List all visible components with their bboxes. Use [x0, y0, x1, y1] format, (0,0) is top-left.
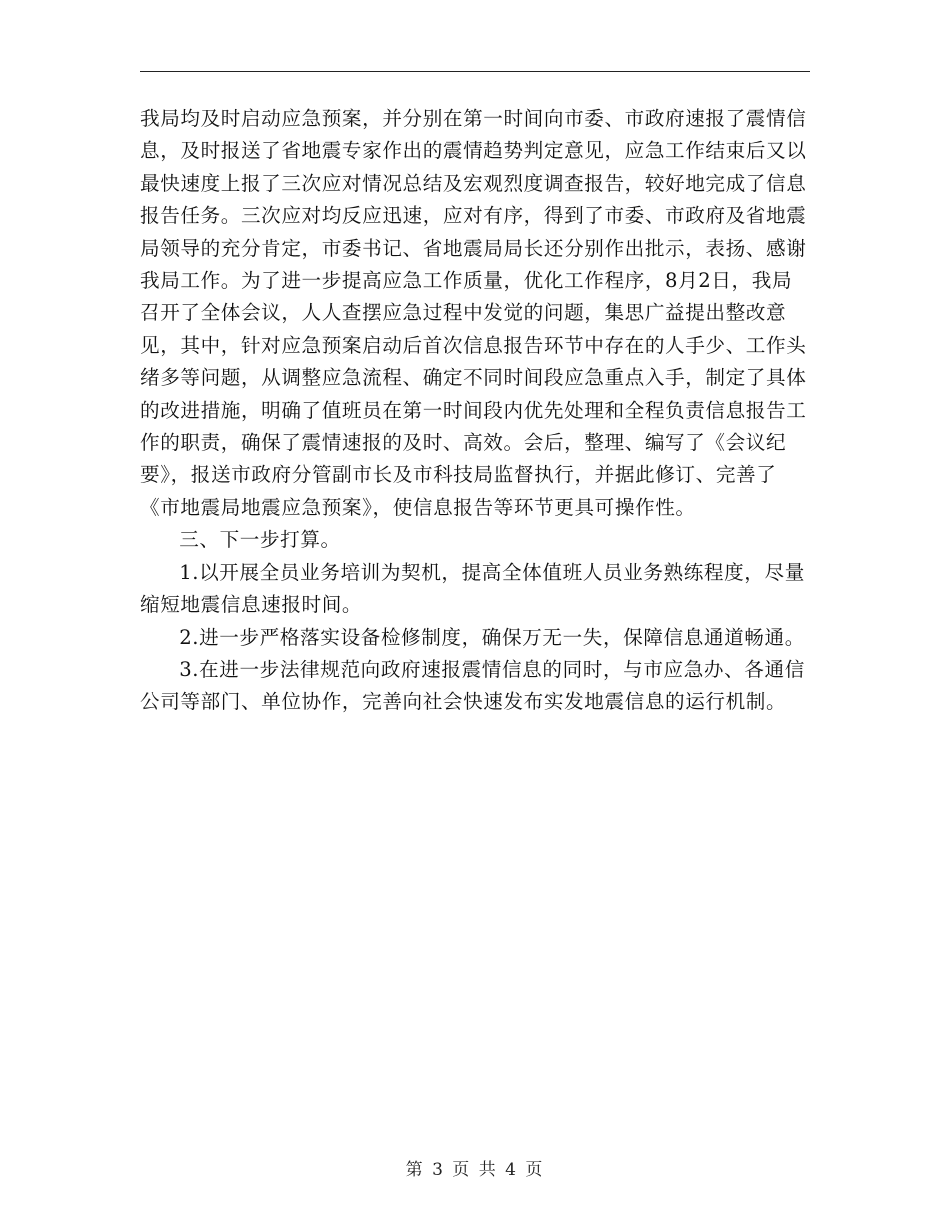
page-footer	[0, 1155, 950, 1180]
list-item-3: 3.在进一步法律规范向政府速报震情信息的同时，与市应急办、各通信公司等部门、单位协作，完善向社会快速发布实发地震信息的运行机制。	[140, 657, 805, 714]
header-rule	[140, 71, 810, 72]
list-item-2: 2.进一步严格落实设备检修制度，确保万无一失，保障信息通道畅通。	[179, 625, 805, 649]
body-paragraph: 我局均及时启动应急预案，并分别在第一时间向市委、市政府速报了震情信息，及时报送了省地震专家作出的震情趋势判定意见，应急工作结束后又以最快速度上报了三次应对情况总结及宏观烈度调查报告，较好地完成了信息报告任务。三次应对均反应迅速，应对有序，得到了市委、市政府及省地震局领导的充分肯定，市委书记、省地震局局长还分别作出批示，表扬、感谢我局工作。为了进一步提高应急工作质量，优化工作程序，8月2日，我局召开了全体会议，人人查摆应急过程中发觉的问题，集思广益提出整改意见，其中，针对应急预案启动后首次信息报告环节中存在的人手少、工作头绪多等问题，从调整应急流程、确定不同时间段应急重点入手，制定了具体的改进措施，明确了值班员在第一时间段内优先处理和全程负责信息报告工作的职责，确保了震情速报的及时、高效。会后，整理、编写了《会议纪要》，报送市政府分管副市长及市科技局监督执行，并据此修订、完善了《市地震局地震应急预案》，使信息报告等环节更具可操作性。	[140, 107, 807, 519]
document-body	[140, 103, 812, 719]
list-item-1: 1.以开展全员业务培训为契机，提高全体值班人员业务熟练程度，尽量缩短地震信息速报时间。	[140, 560, 805, 617]
section-heading: 三、下一步打算。	[179, 528, 341, 552]
page-number: 第 3 页 共 4 页	[405, 1160, 545, 1180]
